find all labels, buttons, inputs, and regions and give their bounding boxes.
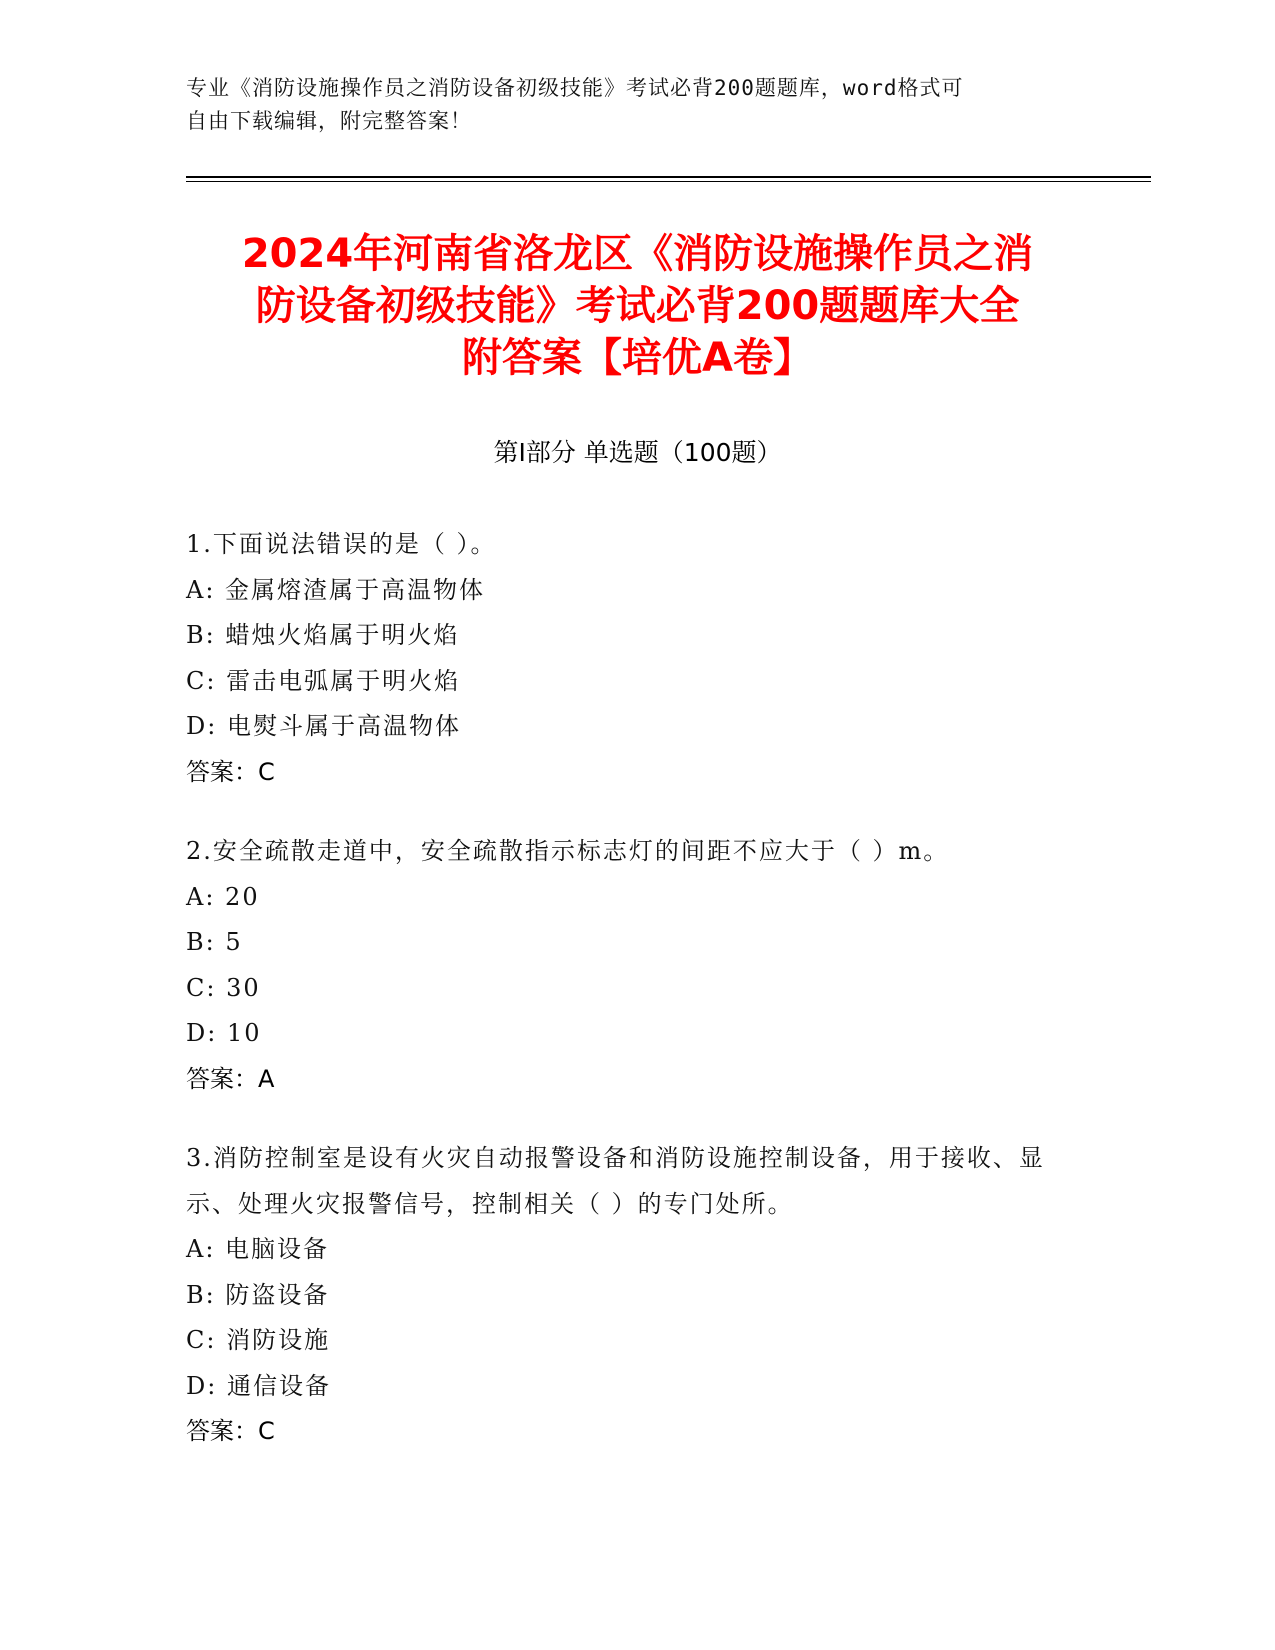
option-a: A: 20 <box>186 882 260 911</box>
question-3 <box>186 1136 1066 1455</box>
answer: 答案：C <box>186 757 275 786</box>
document-title-line-1: 2024年河南省洛龙区《消防设施操作员之消 <box>241 231 1034 277</box>
document-title-line-2: 防设备初级技能》考试必背200题题库大全 <box>255 283 1020 329</box>
question-1 <box>186 522 1066 795</box>
option-c: C: 30 <box>186 973 261 1002</box>
question-stem: 3.消防控制室是设有火灾自动报警设备和消防设施控制设备，用于接收、显示、处理火灾报警信号，控制相关（ ）的专门处所。 <box>186 1144 1045 1218</box>
option-c: C: 消防设施 <box>186 1326 331 1354</box>
option-d: D: 通信设备 <box>186 1371 331 1400</box>
option-b: B: 防盗设备 <box>186 1280 330 1309</box>
option-d: D: 电熨斗属于高温物体 <box>186 712 461 740</box>
document-title <box>150 228 1125 384</box>
header-note-line-1: 专业《消防设施操作员之消防设备初级技能》考试必背200题题库，word格式可 <box>186 76 964 100</box>
option-c: C: 雷击电弧属于明火焰 <box>186 666 461 695</box>
option-d: D: 10 <box>186 1019 262 1047</box>
header-divider-thick <box>186 176 1151 178</box>
option-a: A: 金属熔渣属于高温物体 <box>186 575 486 604</box>
header-note-line-2: 自由下载编辑，附完整答案！ <box>186 109 472 133</box>
header-note <box>186 72 1066 138</box>
option-list <box>186 1227 1066 1409</box>
header-divider-thin <box>186 181 1151 182</box>
option-list <box>186 568 1066 750</box>
answer: 答案：A <box>186 1064 275 1093</box>
option-list <box>186 875 1066 1057</box>
question-2 <box>186 829 1066 1102</box>
question-stem: 1.下面说法错误的是（ ）。 <box>186 530 497 558</box>
section-title: 第Ⅰ部分 单选题（100题） <box>493 438 782 467</box>
option-b: B: 5 <box>186 928 243 956</box>
answer: 答案：C <box>186 1417 275 1445</box>
option-b: B: 蜡烛火焰属于明火焰 <box>186 621 460 649</box>
question-list <box>186 522 1066 1489</box>
document-title-line-3: 附答案【培优A卷】 <box>462 335 813 381</box>
question-stem: 2.安全疏散走道中，安全疏散指示标志灯的间距不应大于（ ）m。 <box>186 837 950 865</box>
option-a: A: 电脑设备 <box>186 1235 330 1263</box>
